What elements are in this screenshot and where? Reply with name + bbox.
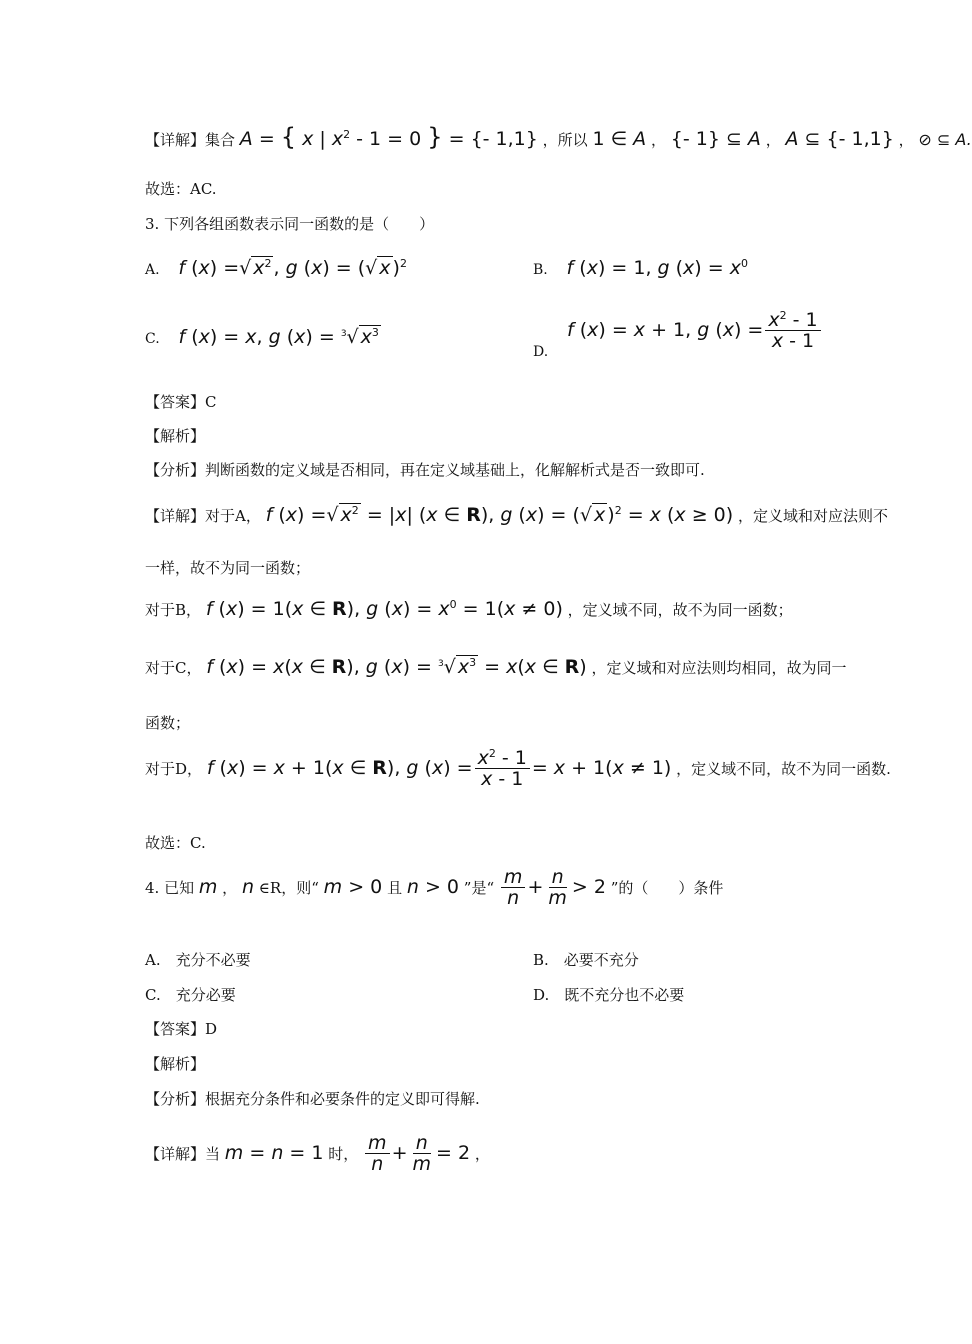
detail-3-d-prefix: 对于D， [145, 760, 203, 778]
detail-3-b-prefix: 对于B， [145, 601, 202, 619]
q4-condition-q: $\frac{m}{n}$ + $\frac{n}{m}$ > 2 [499, 876, 606, 898]
detail-4-end: ， [474, 1145, 490, 1163]
set-equation: A = { x | $x^2 - 1 = 0$ } = {- 1,1} [239, 123, 538, 151]
q4-var-n: n [241, 876, 255, 898]
answer-4: 【答案】D [145, 1020, 218, 1038]
q4-option-b: B. 必要不充分 [533, 951, 639, 969]
q4-comma: ， [222, 879, 238, 897]
q3-c-label: C. [145, 331, 160, 347]
answer-3: 【答案】C [145, 393, 217, 411]
sep-1: ， [650, 131, 666, 149]
analysis-3: 【分析】判断函数的定义域是否相同，再在定义域基础上，化解解析式是否一致即可. [145, 461, 705, 479]
q4-option-a: A. 充分不必要 [145, 951, 251, 969]
detail-3-d [145, 748, 891, 789]
q3-d-label: D. [533, 344, 549, 360]
detail-3-d-suffix: ，定义域不同，故不为同一函数. [676, 760, 891, 778]
conclusion-1: 故选：AC. [145, 180, 217, 198]
q3-option-a [145, 257, 407, 281]
sep-3: ， [898, 131, 914, 149]
subset-relation-3: ⊘ ⊆ A. [918, 130, 972, 149]
detail-set-line [145, 123, 972, 151]
detail-3-c [145, 656, 847, 679]
detail-4-condition: m = n = 1 [224, 1142, 324, 1164]
q4-option-c: C. 充分必要 [145, 986, 236, 1004]
subset-relation-2: A ⊆ {- 1,1} [785, 128, 894, 150]
q3-d-formula: f (x) = x + 1, g (x) = $\frac{x^2 - 1}{x - 1}$ [567, 319, 823, 341]
detail-3-b [145, 598, 793, 621]
detail-4-time: 时， [328, 1145, 359, 1163]
q4-condition-p: m > 0 [323, 876, 383, 898]
q3-a-label: A. [145, 262, 160, 278]
detail-3-a-cont: 一样，故不为同一函数； [145, 559, 311, 577]
detail-set-mid: ，所以 [542, 131, 588, 149]
q4-var-m: m [198, 876, 218, 898]
subset-relation-1: {- 1} ⊆ A [670, 128, 761, 150]
q3-option-d [533, 309, 823, 360]
detail-3-b-formula: f (x) = 1(x ∈ R), g $(x) = x^0 = 1(x \ne 0)$ [205, 598, 563, 620]
detail-3-a-suffix: ，定义域和对应法则不 [737, 507, 888, 525]
conclusion-3: 故选：C. [145, 834, 206, 852]
detail-4-formula: $\frac{m}{n}$ + $\frac{n}{m}$ = 2 [363, 1142, 470, 1164]
sep-2: ， [765, 131, 781, 149]
q4-condition-n: n > 0 [406, 876, 460, 898]
q4-prefix: 4. 已知 [145, 879, 195, 897]
detail-3-b-suffix: ，定义域不同，故不为同一函数； [567, 601, 793, 619]
q4-option-d: D. 既不充分也不必要 [533, 986, 685, 1004]
q4-and: 且 [387, 879, 403, 897]
detail-3-a-formula: f (x) =√ $x^2 = |x|$ (x ∈ R), g (x) = (√ x )$^2$ = x (x ≥ 0) [265, 504, 734, 526]
detail-4-prefix: 【详解】当 [145, 1145, 221, 1163]
q3-b-label: B. [533, 262, 548, 278]
detail-3-a [145, 504, 888, 527]
q4-is: ”是“ [463, 879, 495, 897]
q3-b-formula: f (x) = 1, g $(x) = x^0$ [566, 257, 748, 279]
detail-3-d-formula: f (x) = x + 1(x ∈ R), g (x) = $\frac{x^2 - 1}{x - 1}$ = x + 1(x ≠ 1) [206, 747, 672, 790]
question-3-stem: 3. 下列各组函数表示同一函数的是（ ） [145, 215, 435, 233]
detail-3-c-cont: 函数； [145, 714, 191, 732]
q4-suffix: ”的（ ）条件 [610, 879, 724, 897]
question-4-stem [145, 867, 723, 908]
element-relation: 1 ∈ A [592, 128, 647, 150]
q3-c-formula: f (x) = x, g (x) = $^3$√ $x^3$ [178, 326, 379, 348]
detail-set-prefix: 【详解】集合 [145, 131, 236, 149]
detail-3-c-suffix: ，定义域和对应法则均相同，故为同一 [591, 659, 847, 677]
q3-a-formula: f (x) =√ $x^2$ , g (x) = (√ x )$^2$ [178, 257, 407, 279]
analysis-4-header: 【解析】 [145, 1055, 206, 1073]
detail-3-c-formula: f (x) = x(x ∈ R), g (x) = $^3$√ $x^3 = x(x$ ∈ R) [206, 656, 587, 678]
detail-4 [145, 1133, 490, 1174]
analysis-4: 【分析】根据充分条件和必要条件的定义即可得解. [145, 1090, 480, 1108]
q4-in-r: ∈R，则“ [258, 879, 319, 897]
detail-3-a-prefix: 【详解】对于A， [145, 507, 261, 525]
q3-option-c [145, 326, 381, 350]
detail-3-c-prefix: 对于C， [145, 659, 202, 677]
analysis-3-header: 【解析】 [145, 427, 206, 445]
q3-option-b [533, 257, 748, 281]
